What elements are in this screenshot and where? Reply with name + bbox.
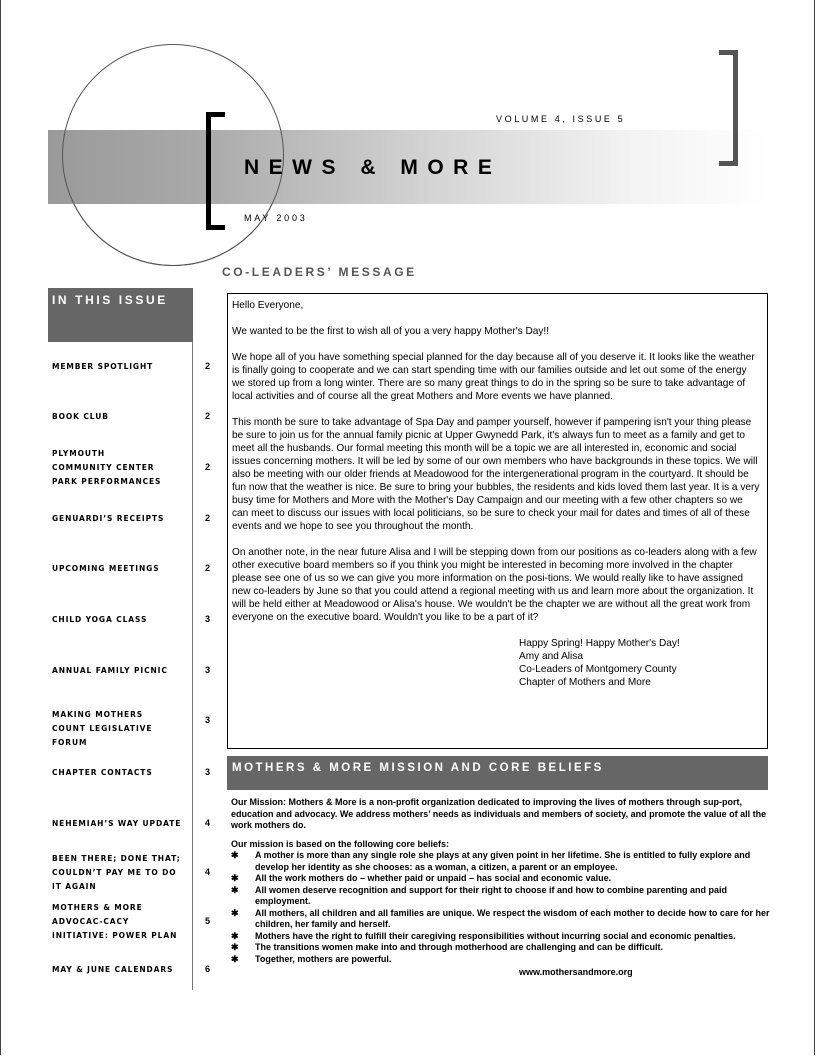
star-bullet-icon: ✱: [231, 930, 239, 941]
website-link[interactable]: www.mothersandmore.org: [519, 967, 633, 977]
toc-item-label: CHILD YOGA CLASS: [52, 615, 148, 624]
toc-item-label: NEHEMIAH’S WAY UPDATE: [52, 819, 182, 828]
coleaders-heading: CO-LEADERS’ MESSAGE: [222, 265, 417, 279]
mission-heading: MOTHERS & MORE MISSION AND CORE BELIEFS: [232, 762, 604, 774]
signoff-line: Amy and Alisa: [519, 651, 583, 662]
toc-item-page: 4: [205, 818, 211, 828]
star-bullet-icon: ✱: [231, 942, 239, 952]
star-bullet-icon: ✱: [231, 850, 239, 860]
belief-item: [231, 885, 771, 908]
belief-item: [231, 908, 771, 931]
belief-text: Together, mothers are powerful.: [255, 953, 392, 964]
toc-item-page: 5: [205, 916, 211, 926]
toc-item-page: 2: [205, 513, 211, 523]
toc-item-label: MOTHERS & MORE ADVOCAC-CACY INITIATIVE: POWER PLAN: [52, 903, 178, 940]
message-paragraph: We wanted to be the first to wish all of you a very happy Mother's Day!!: [232, 326, 550, 337]
coleaders-message-box: [227, 293, 768, 749]
message-greeting: Hello Everyone,: [232, 300, 304, 311]
signoff-line: Happy Spring! Happy Mother's Day!: [519, 638, 680, 649]
message-paragraph: On another note, in the near future Alisa and I will be stepping down from our positions as co-leaders along with a few other executive board members so if you think you might be interested in becoming more involved in the chapter please see one of us so we can give you more information on the posi-tions. We would really like to have assigned new co-leaders by June so that you could attend a regional meeting with us and learn more about the organization. It will be held either at Meadowood or Alisa's house. We wouldn't be the chapter we are without all the great work from everyone on the executive board. Wouldn't you like to be a part of it?: [232, 547, 757, 623]
toc-item-page: 2: [205, 361, 211, 371]
toc-item-page: 3: [205, 715, 211, 725]
core-beliefs: [231, 839, 771, 966]
issue-date: MAY 2003: [244, 213, 308, 223]
mission-body: [231, 797, 771, 979]
message-paragraph: We hope all of you have something special planned for the day because all of you deserve it. It looks like the weather is finally going to cooperate and we can start spending time with our families outside and let out some of the energy we stored up from a long winter. There are so many great things to do in the spring so be sure to take advantage of local activities and of course all the great Mothers and More events we have planned.: [232, 352, 755, 402]
star-bullet-icon: ✱: [231, 907, 239, 918]
belief-text: A mother is more than any single role she plays at any given point in her lifetime. She is entitled to fully explore and develop her identity as she chooses: as a woman, a citizen, a parent or an employee.: [255, 850, 751, 872]
mission-statement: Our Mission: Mothers & More is a non-profit organization dedicated to improving the lives of mothers through sup-port, education and advocacy. We address mothers’ needs as individuals and members of society, and promote the value of all the work mothers do.: [231, 797, 767, 830]
toc-item-page: 2: [205, 462, 211, 472]
belief-text: The transitions women make into and through motherhood are challenging and can be difficult.: [255, 942, 664, 952]
toc-item-label: CHAPTER CONTACTS: [52, 768, 153, 777]
toc-item-page: 3: [205, 665, 211, 675]
newsletter-title: NEWS & MORE: [244, 156, 502, 179]
belief-item: [231, 873, 771, 885]
belief-item: [231, 931, 771, 943]
belief-text: All women deserve recognition and support for their right to choose if and how to combine parenting and paid employment.: [255, 884, 728, 906]
belief-item: [231, 850, 771, 873]
toc-item-page: 4: [205, 867, 211, 877]
toc-item-label: MEMBER SPOTLIGHT: [52, 362, 154, 371]
belief-text: Mothers have the right to fulfill their caregiving responsibilities without incurring social and economic penalties.: [255, 930, 736, 941]
toc-item-page: 3: [205, 767, 211, 777]
star-bullet-icon: ✱: [231, 873, 239, 883]
signoff-line: Chapter of Mothers and More: [519, 677, 651, 688]
belief-item: [231, 954, 771, 966]
belief-text: All mothers, all children and all families are unique. We respect the wisdom of each mother to decide how to care for her children, her family and herself.: [255, 907, 770, 929]
in-this-issue-header: [48, 288, 193, 342]
message-paragraph: This month be sure to take advantage of Spa Day and pamper yourself, however if pampering isn't your thing please be sure to join us for the annual family picnic at Upper Gwynedd Park, it's always fun to meet as a family and get to meet all the husbands. Our formal meeting this month will be a topic we are all interested in, economic and social issues concerning mothers. It will be led by some of our own members who have backgrounds in these topics. We will also be meeting with our older friends at Meadowood for the intergenerational program in the courtyard. It should be fun now that the weather is nice. Be sure to bring your bubbles, the residents and kids loved them last year. It is a very busy time for Mothers and More with the Mother's Day Campaign and our meeting with a few other chapters so we can meet to discuss our issues with local politicians, so be sure to check your mail for dates and times of all of these events and we hope to see you throughout the month.: [232, 417, 760, 532]
toc-item-label: UPCOMING MEETINGS: [52, 564, 160, 573]
toc-item-page: 3: [205, 614, 211, 624]
mission-header: [227, 756, 768, 790]
toc-item-page: 2: [205, 563, 211, 573]
toc-item-label: ANNUAL FAMILY PICNIC: [52, 666, 168, 675]
toc-item-label: MAKING MOTHERS COUNT LEGISLATIVE FORUM: [52, 710, 153, 747]
beliefs-intro: Our mission is based on the following core beliefs:: [231, 838, 450, 849]
toc-item-page: 6: [205, 964, 211, 974]
message-signoff: [519, 637, 761, 689]
belief-item: [231, 942, 771, 954]
toc-item-label: MAY & JUNE CALENDARS: [52, 965, 174, 974]
star-bullet-icon: ✱: [231, 884, 239, 895]
toc-item-label: GENUARDI’S RECEIPTS: [52, 514, 165, 523]
star-bullet-icon: ✱: [231, 953, 239, 964]
toc-item-page: 2: [205, 411, 211, 421]
toc-item-label: BOOK CLUB: [52, 412, 109, 421]
toc-item-label: BEEN THERE; DONE THAT; COULDN’T PAY ME TO DO IT AGAIN: [52, 854, 181, 891]
left-bracket-graphic: [206, 112, 225, 230]
toc-item-label: PLYMOUTH COMMUNITY CENTER PARK PERFORMANCES: [52, 449, 162, 486]
right-bracket-graphic: [719, 50, 738, 166]
volume-issue: VOLUME 4, ISSUE 5: [496, 114, 626, 124]
signoff-line: Co-Leaders of Montgomery County: [519, 664, 677, 675]
sidebar-divider: [192, 342, 193, 990]
belief-text: All the work mothers do – whether paid or unpaid – has social and economic value.: [255, 873, 612, 883]
in-this-issue-title: IN THIS ISSUE: [52, 293, 168, 307]
